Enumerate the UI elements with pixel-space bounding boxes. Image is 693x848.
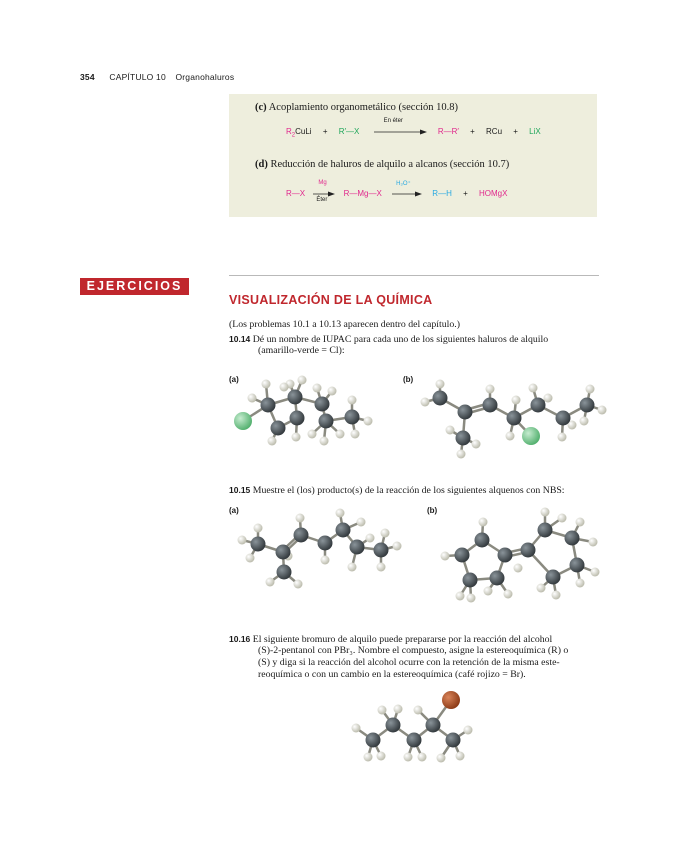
ejercicios-badge: EJERCICIOS xyxy=(80,278,189,295)
carbon-atom xyxy=(546,570,561,585)
carbon-atom xyxy=(288,390,303,405)
hydrogen-atom xyxy=(348,396,357,405)
hydrogen-atom xyxy=(576,579,585,588)
hydrogen-atom xyxy=(441,552,450,561)
hydrogen-atom xyxy=(506,432,515,441)
hydrogen-atom xyxy=(394,705,403,714)
hydrogen-atom xyxy=(456,592,465,601)
hydrogen-atom xyxy=(541,508,550,517)
carbon-atom xyxy=(386,718,401,733)
chlorine-atom xyxy=(522,427,540,445)
hydrogen-atom xyxy=(262,380,271,389)
hydrogen-atom xyxy=(544,394,553,403)
carbon-atom xyxy=(556,411,571,426)
hydrogen-atom xyxy=(589,538,598,547)
page-number: 354 xyxy=(80,72,95,82)
hydrogen-atom xyxy=(348,563,357,572)
carbon-atom xyxy=(538,523,553,538)
part-label-14a: (a) xyxy=(229,375,239,384)
hydrogen-atom xyxy=(598,406,607,415)
hydrogen-atom xyxy=(558,514,567,523)
carbon-atom xyxy=(565,531,580,546)
hydrogen-atom xyxy=(456,752,465,761)
hydrogen-atom xyxy=(552,591,561,600)
hydrogen-atom xyxy=(504,590,513,599)
molecule-10-15a xyxy=(238,509,402,589)
hydrogen-atom xyxy=(246,554,255,563)
carbon-atom xyxy=(446,733,461,748)
hydrogen-atom xyxy=(418,753,427,762)
hydrogen-atom xyxy=(280,383,289,392)
product-r-r: R—R′ xyxy=(437,127,459,136)
chlorine-atom xyxy=(234,412,252,430)
problem-10-16-line2: (S)-2-pentanol con PBr₃. Nombre el compuesto, asigne la estereoquímica (R) o xyxy=(258,645,569,656)
hydrogen-atom xyxy=(436,380,445,389)
carbon-atom xyxy=(277,565,292,580)
hydrogen-atom xyxy=(457,450,466,459)
carbon-atom xyxy=(498,548,513,563)
reagent-alkyl-halide: R′—X xyxy=(338,127,360,136)
molecule-10-14b xyxy=(421,380,607,459)
carbon-atom xyxy=(276,545,291,560)
hydrogen-atom xyxy=(484,587,493,596)
hydrogen-atom xyxy=(378,706,387,715)
hydrogen-atom xyxy=(437,754,446,763)
section-title: VISUALIZACIÓN DE LA QUÍMICA xyxy=(229,293,433,307)
hydrogen-atom xyxy=(580,417,589,426)
carbon-atom xyxy=(570,558,585,573)
hydrogen-atom xyxy=(352,724,361,733)
hydrogen-atom xyxy=(266,578,275,587)
chapter-title: Organohaluros xyxy=(175,72,235,82)
carbon-atom xyxy=(521,543,536,558)
hydrogen-atom xyxy=(364,753,373,762)
carbon-atom xyxy=(315,397,330,412)
carbon-atom xyxy=(507,411,522,426)
hydrogen-atom xyxy=(377,563,386,572)
carbon-atom xyxy=(319,414,334,429)
hydrogen-atom xyxy=(558,433,567,442)
hydrogen-atom xyxy=(268,437,277,446)
intro-text: (Los problemas 10.1 a 10.13 aparecen dentro del capítulo.) xyxy=(229,319,460,330)
carbon-atom xyxy=(426,718,441,733)
carbon-atom xyxy=(261,398,276,413)
hydrogen-atom xyxy=(321,556,330,565)
hydrogen-atom xyxy=(336,509,345,518)
section-c-heading: (c) Acoplamiento organometálico (sección 10.8) xyxy=(255,102,459,113)
problem-10-14-line2: (amarillo-verde = Cl): xyxy=(258,345,345,356)
hydrogen-atom xyxy=(404,753,413,762)
part-label-14b: (b) xyxy=(403,375,414,384)
hydrogen-atom xyxy=(446,426,455,435)
carbon-atom xyxy=(456,431,471,446)
carbon-atom xyxy=(483,398,498,413)
carbon-atom xyxy=(271,421,286,436)
carbon-atom xyxy=(531,398,546,413)
hydrogen-atom xyxy=(248,394,257,403)
reagent-r2culi-r: R xyxy=(286,127,292,136)
carbon-atom xyxy=(294,528,309,543)
hydrogen-atom xyxy=(308,430,317,439)
molecule-10-15b xyxy=(441,508,600,603)
hydrogen-atom xyxy=(320,437,329,446)
hydrogen-atom xyxy=(336,430,345,439)
hydrogen-atom xyxy=(366,534,375,543)
carbon-atom xyxy=(350,540,365,555)
hydrogen-atom xyxy=(472,440,481,449)
problem-10-16: 10.16 El siguiente bromuro de alquilo puede prepararse por la reacción del alcohol xyxy=(229,634,553,645)
carbon-atom xyxy=(374,543,389,558)
problem-10-16-line4: reoquímica o con un cambio en la estereoquímica (café rojizo = Br). xyxy=(258,669,526,680)
carbon-atom xyxy=(336,523,351,538)
hydrogen-atom xyxy=(464,726,473,735)
molecule-10-16 xyxy=(352,691,473,763)
hydrogen-atom xyxy=(238,536,247,545)
hydrogen-atom xyxy=(414,706,423,715)
part-label-15b: (b) xyxy=(427,506,438,515)
hydrogen-atom xyxy=(576,518,585,527)
section-d-heading: (d) Reducción de haluros de alquilo a alcanos (sección 10.7) xyxy=(255,159,510,170)
hydrogen-atom xyxy=(298,376,307,385)
hydrogen-atom xyxy=(514,564,523,573)
hydrogen-atom xyxy=(479,518,488,527)
hydrogen-atom xyxy=(421,398,430,407)
carbon-atom xyxy=(407,733,422,748)
carbon-atom xyxy=(318,536,333,551)
hydrogen-atom xyxy=(296,514,305,523)
part-label-15a: (a) xyxy=(229,506,239,515)
carbon-atom xyxy=(433,391,448,406)
hydrogen-atom xyxy=(381,529,390,538)
hydrogen-atom xyxy=(486,385,495,394)
carbon-atom xyxy=(251,537,266,552)
problem-10-15: 10.15 Muestre el (los) producto(s) de la reacción de los siguientes alquenos con NBS: xyxy=(229,485,565,496)
problem-10-14: 10.14 Dé un nombre de IUPAC para cada uno de los siguientes haluros de alquilo xyxy=(229,334,549,345)
hydrogen-atom xyxy=(529,384,538,393)
hydrogen-atom xyxy=(294,580,303,589)
molecule-10-14a xyxy=(234,376,373,446)
hydrogen-atom xyxy=(377,752,386,761)
reaction-c: $R_2CuLi$ + R′—X En éter R—R′ + RCu + LiX xyxy=(286,118,541,139)
carbon-atom xyxy=(290,411,305,426)
problem-10-16-line3: (S) y diga si la reacción del alcohol ocurre con la retención de la misma este- xyxy=(258,657,560,668)
hydrogen-atom xyxy=(254,524,263,533)
carbon-atom xyxy=(455,548,470,563)
carbon-atom xyxy=(463,573,478,588)
carbon-atom xyxy=(458,405,473,420)
hydrogen-atom xyxy=(351,430,360,439)
carbon-atom xyxy=(580,398,595,413)
reaction-d: R—X Mg Éter R—Mg—X H₃O⁺ R—H + HOMgX xyxy=(286,180,508,203)
carbon-atom xyxy=(475,533,490,548)
hydrogen-atom xyxy=(328,387,337,396)
carbon-atom xyxy=(345,410,360,425)
hydrogen-atom xyxy=(364,417,373,426)
carbon-atom xyxy=(490,571,505,586)
hydrogen-atom xyxy=(512,396,521,405)
bromine-atom xyxy=(442,691,460,709)
chapter-label: CAPÍTULO 10 xyxy=(109,72,166,82)
hydrogen-atom xyxy=(292,433,301,442)
hydrogen-atom xyxy=(591,568,600,577)
hydrogen-atom xyxy=(467,594,476,603)
hydrogen-atom xyxy=(586,385,595,394)
hydrogen-atom xyxy=(357,518,366,527)
hydrogen-atom xyxy=(393,542,402,551)
hydrogen-atom xyxy=(537,584,546,593)
hydrogen-atom xyxy=(313,384,322,393)
carbon-atom xyxy=(366,733,381,748)
